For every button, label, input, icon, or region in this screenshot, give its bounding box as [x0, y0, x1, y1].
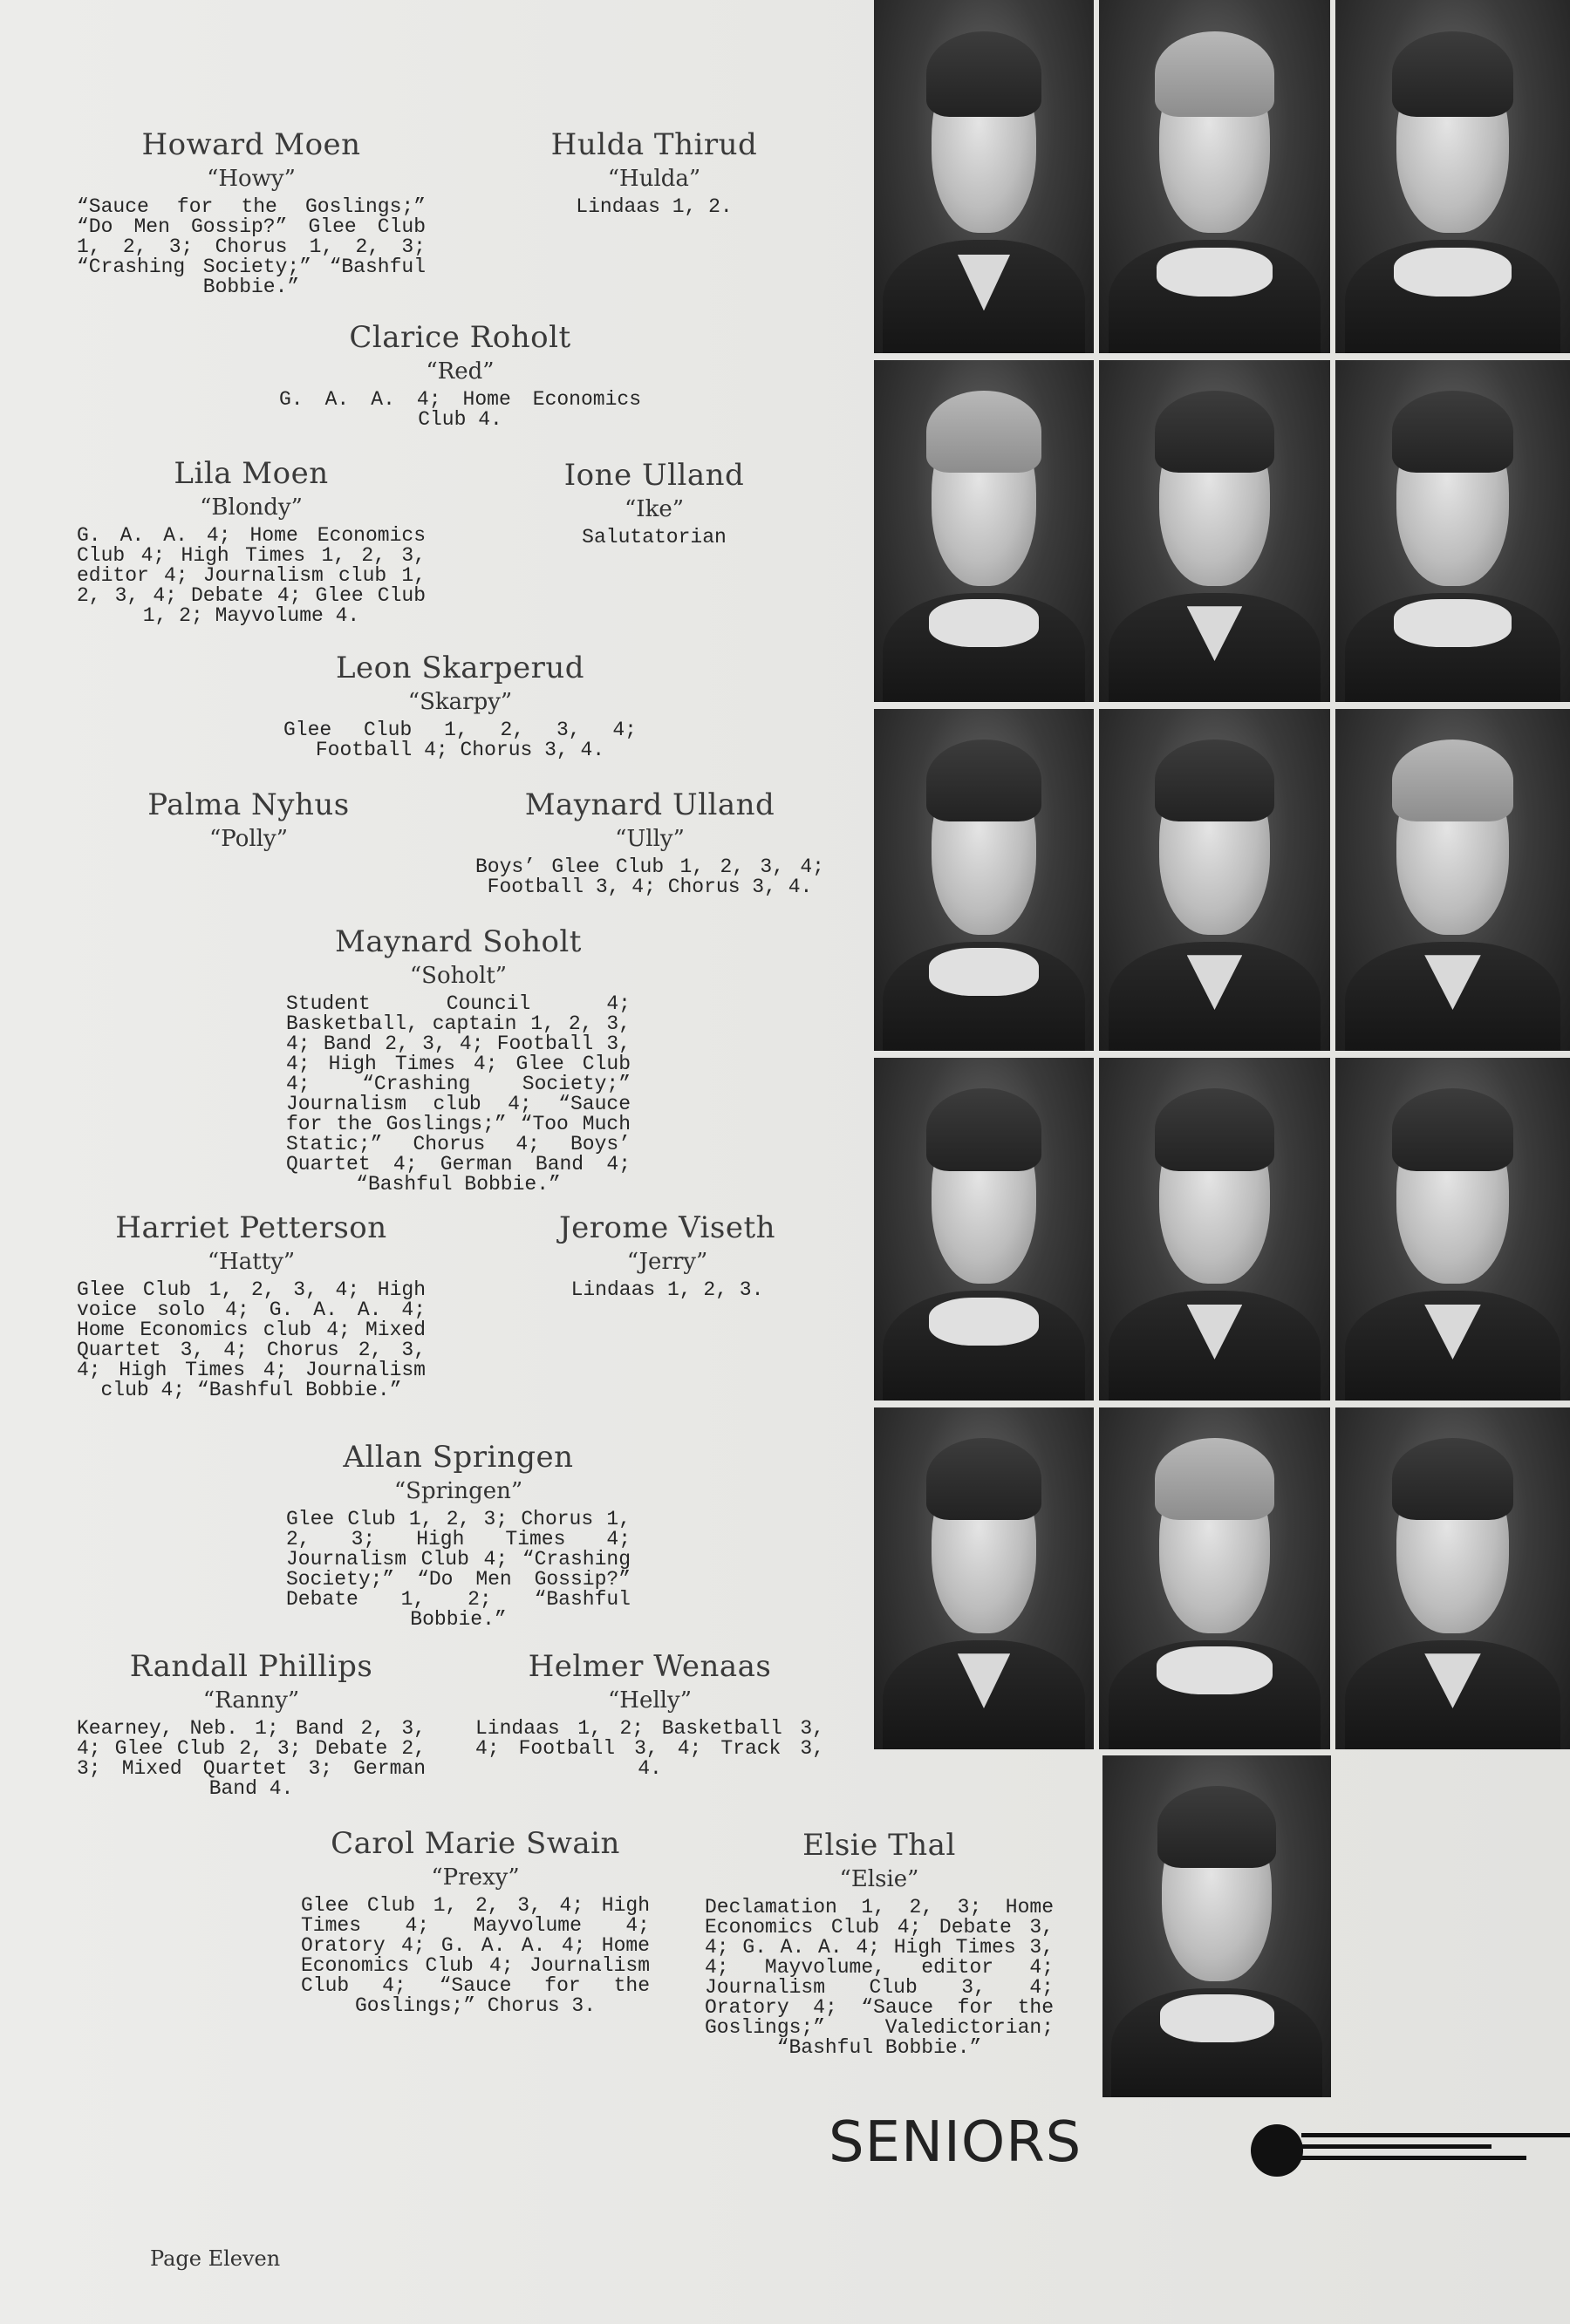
- senior-portrait-photo: [1335, 1407, 1570, 1749]
- senior-portrait-photo: [1335, 709, 1570, 1051]
- senior-name: Harriet Petterson: [115, 1210, 387, 1245]
- senior-name: Helmer Wenaas: [528, 1649, 772, 1684]
- senior-portrait-photo: [1335, 360, 1570, 702]
- senior-nickname: “Jerry”: [626, 1249, 708, 1275]
- senior-entry-elsie-thal: [705, 1828, 1054, 2058]
- senior-entry-randall-phillips: [77, 1649, 426, 1799]
- page-number: Page Eleven: [150, 2246, 281, 2271]
- senior-activities: “Sauce for the Goslings;” “Do Men Gossip?” Glee Club 1, 2, 3; Chorus 1, 2, 3; “Crashing Society;” “Bashful Bobbie.”: [77, 195, 426, 298]
- senior-entry-clarice-roholt: [279, 320, 641, 430]
- senior-portrait-photo: [1335, 0, 1570, 353]
- senior-portrait-photo: [1099, 709, 1330, 1051]
- senior-name: Clarice Roholt: [349, 320, 571, 355]
- senior-entry-harriet-petterson: [77, 1210, 426, 1401]
- senior-nickname: “Helly”: [608, 1687, 692, 1714]
- senior-activities: Glee Club 1, 2, 3, 4; Football 4; Chorus 3, 4.: [283, 719, 637, 761]
- senior-entry-maynard-ulland: [475, 787, 824, 897]
- senior-nickname: “Polly”: [209, 826, 288, 852]
- senior-portrait-photo: [1099, 360, 1330, 702]
- senior-nickname: “Soholt”: [409, 963, 508, 989]
- senior-portrait-photo: [874, 709, 1094, 1051]
- senior-name: Jerome Viseth: [558, 1210, 776, 1245]
- senior-nickname: “Skarpy”: [407, 689, 513, 715]
- senior-nickname: “Ike”: [625, 496, 684, 522]
- senior-entry-howard-moen: [77, 127, 426, 297]
- senior-activities: Lindaas 1, 2; Basketball 3, 4; Football 3, 4; Track 3, 4.: [475, 1717, 824, 1780]
- senior-portrait-photo: [1102, 1755, 1331, 2097]
- senior-name: Lila Moen: [174, 456, 329, 491]
- senior-portrait-photo: [1099, 0, 1330, 353]
- senior-name: Maynard Ulland: [524, 787, 775, 822]
- senior-entry-lila-moen: [77, 456, 426, 626]
- senior-name: Randall Phillips: [129, 1649, 373, 1684]
- senior-portrait-photo: [874, 1407, 1094, 1749]
- decorative-ornament-icon: [1247, 2117, 1570, 2178]
- senior-activities: Glee Club 1, 2, 3, 4; High voice solo 4; G. A. A. 4; Home Economics club 4; Mixed Quartet 3, 4; Chorus 2, 3, 4; High Times 4; Journalism club 4; “Bashful Bobbie.”: [77, 1278, 426, 1401]
- senior-portrait-photo: [874, 1058, 1094, 1401]
- senior-nickname: “Hatty”: [207, 1249, 296, 1275]
- senior-activities: Kearney, Neb. 1; Band 2, 3, 4; Glee Club 2, 3; Debate 2, 3; Mixed Quartet 3; German Band 4.: [77, 1717, 426, 1800]
- senior-entry-leon-skarperud: [283, 651, 637, 760]
- senior-portrait-photo: [1099, 1058, 1330, 1401]
- senior-entry-helmer-wenaas: [475, 1649, 824, 1779]
- senior-activities: Declamation 1, 2, 3; Home Economics Club 4; Debate 3, 4; G. A. A. 4; High Times 3, 4; Mayvolume, editor 4; Journalism Club 3, 4; Oratory 4; “Sauce for the Goslings;” Valedictorian; “Bashful Bobbie.”: [705, 1896, 1054, 2059]
- senior-portrait-photo: [1099, 1407, 1330, 1749]
- senior-activities: Boys’ Glee Club 1, 2, 3, 4; Football 3, 4; Chorus 3, 4.: [475, 855, 824, 898]
- senior-activities: Salutatorian: [582, 526, 727, 549]
- senior-nickname: “Elsie”: [839, 1866, 919, 1892]
- senior-portrait-photo: [874, 360, 1094, 702]
- senior-name: Carol Marie Swain: [331, 1826, 620, 1861]
- senior-activities: Student Council 4; Basketball, captain 1, 2, 3, 4; Band 2, 3, 4; Football 3, 4; High Times 4; Glee Club 4; “Crashing Society;” Journalism club 4; “Sauce for the Goslings;” “Too Much Static;” Chorus 4; Boys’ Quartet 4; German Band 4; “Bashful Bobbie.”: [286, 992, 631, 1196]
- senior-name: Allan Springen: [343, 1440, 574, 1475]
- senior-nickname: “Howy”: [207, 166, 296, 192]
- section-title: SENIORS: [829, 2110, 1082, 2175]
- senior-entry-maynard-soholt: [286, 924, 631, 1195]
- senior-activities: Lindaas 1, 2, 3.: [570, 1278, 764, 1301]
- senior-name: Ione Ulland: [563, 458, 745, 493]
- senior-activities: Lindaas 1, 2.: [576, 195, 733, 218]
- senior-entry-jerome-viseth: [515, 1210, 820, 1300]
- senior-nickname: “Blondy”: [200, 494, 303, 521]
- senior-portrait-photo: [874, 0, 1094, 353]
- senior-activities: Glee Club 1, 2, 3, 4; High Times 4; Mayvolume 4; Oratory 4; G. A. A. 4; Home Economics Club 4; Journalism Club 4; “Sauce for the Goslings;” Chorus 3.: [301, 1894, 650, 2017]
- senior-entry-hulda-thirud: [502, 127, 807, 217]
- senior-entry-palma-nyhus: [96, 787, 401, 854]
- senior-nickname: “Springen”: [393, 1478, 523, 1504]
- senior-nickname: “Red”: [426, 358, 495, 385]
- senior-entry-ione-ulland: [502, 458, 807, 548]
- senior-name: Palma Nyhus: [147, 787, 350, 822]
- senior-name: Leon Skarperud: [335, 651, 585, 685]
- senior-nickname: “Prexy”: [431, 1864, 520, 1891]
- senior-portrait-photo: [1335, 1058, 1570, 1401]
- senior-name: Elsie Thal: [802, 1828, 956, 1863]
- senior-entry-allan-springen: [286, 1440, 631, 1630]
- senior-activities: G. A. A. 4; Home Economics Club 4.: [279, 388, 641, 431]
- senior-nickname: “Hulda”: [607, 166, 701, 192]
- senior-activities: Glee Club 1, 2, 3; Chorus 1, 2, 3; High Times 4; Journalism Club 4; “Crashing Society;” “Do Men Gossip?” Debate 1, 2; “Bashful Bobbie.”: [286, 1508, 631, 1631]
- senior-nickname: “Ully”: [615, 826, 685, 852]
- senior-name: Maynard Soholt: [335, 924, 582, 959]
- senior-entry-carol-marie-swain: [301, 1826, 650, 2016]
- senior-activities: G. A. A. 4; Home Economics Club 4; High Times 1, 2, 3, editor 4; Journalism club 1, 2, 3, 4; Debate 4; Glee Club 1, 2; Mayvolume 4.: [77, 524, 426, 627]
- senior-name: Howard Moen: [141, 127, 361, 162]
- senior-name: Hulda Thirud: [550, 127, 758, 162]
- senior-nickname: “Ranny”: [202, 1687, 300, 1714]
